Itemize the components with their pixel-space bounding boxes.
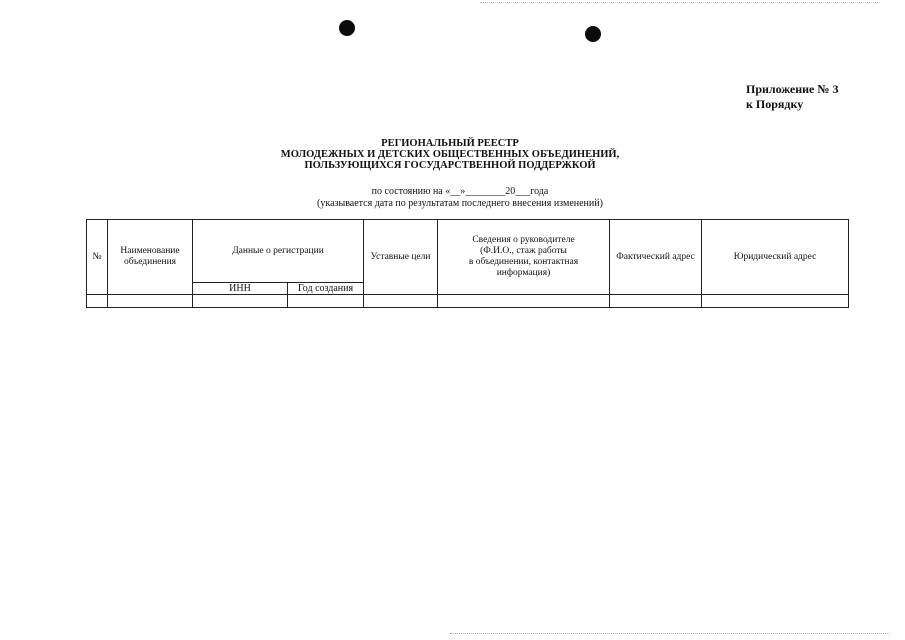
as-of-date-note: (указывается дата по результатам последнего внесения изменений)	[317, 198, 603, 209]
header-number: №	[87, 220, 108, 295]
as-of-date-line: по состоянию на «__»________20___года	[371, 186, 549, 197]
punch-hole-icon	[339, 20, 355, 36]
cell-statutory-goals[interactable]	[364, 295, 438, 308]
document-title	[200, 138, 700, 171]
punch-hole-icon	[585, 26, 601, 42]
title-line-3: ПОЛЬЗУЮЩИХСЯ ГОСУДАРСТВЕННОЙ ПОДДЕРЖКОЙ	[304, 160, 596, 171]
header-founding-year: Год создания	[288, 283, 364, 295]
title-line-1: РЕГИОНАЛЬНЫЙ РЕЕСТР	[381, 138, 519, 149]
annex-number: Приложение № 3	[746, 82, 839, 96]
cell-founding-year[interactable]	[288, 295, 364, 308]
cell-legal-address[interactable]	[702, 295, 849, 308]
table-header-row	[87, 220, 849, 283]
scan-artifact-top	[480, 2, 880, 3]
header-legal-address: Юридический адрес	[702, 220, 849, 295]
header-inn: ИНН	[193, 283, 288, 295]
cell-inn[interactable]	[193, 295, 288, 308]
header-leader-info	[438, 220, 610, 295]
header-actual-address: Фактический адрес	[610, 220, 702, 295]
cell-number[interactable]	[87, 295, 108, 308]
annex-label	[746, 82, 838, 112]
header-organization-name: Наименование объединения	[108, 220, 193, 295]
title-line-2: МОЛОДЕЖНЫХ И ДЕТСКИХ ОБЩЕСТВЕННЫХ ОБЪЕДИНЕНИЙ,	[280, 149, 620, 160]
leader-info-line-1: Сведения о руководителе	[472, 235, 575, 245]
registry-table	[86, 219, 849, 308]
leader-info-line-4: информация)	[496, 268, 551, 278]
cell-actual-address[interactable]	[610, 295, 702, 308]
annex-reference: к Порядку	[746, 97, 804, 111]
cell-leader-info[interactable]	[438, 295, 610, 308]
as-of-date-block	[200, 186, 720, 210]
header-statutory-goals: Уставные цели	[364, 220, 438, 295]
cell-organization-name[interactable]	[108, 295, 193, 308]
leader-info-line-2: (Ф.И.О., стаж работы	[480, 246, 567, 256]
scan-artifact-bottom	[450, 633, 890, 634]
header-registration-data: Данные о регистрации	[193, 220, 364, 283]
table-row	[87, 295, 849, 308]
leader-info-line-3: в объединении, контактная	[468, 257, 579, 267]
